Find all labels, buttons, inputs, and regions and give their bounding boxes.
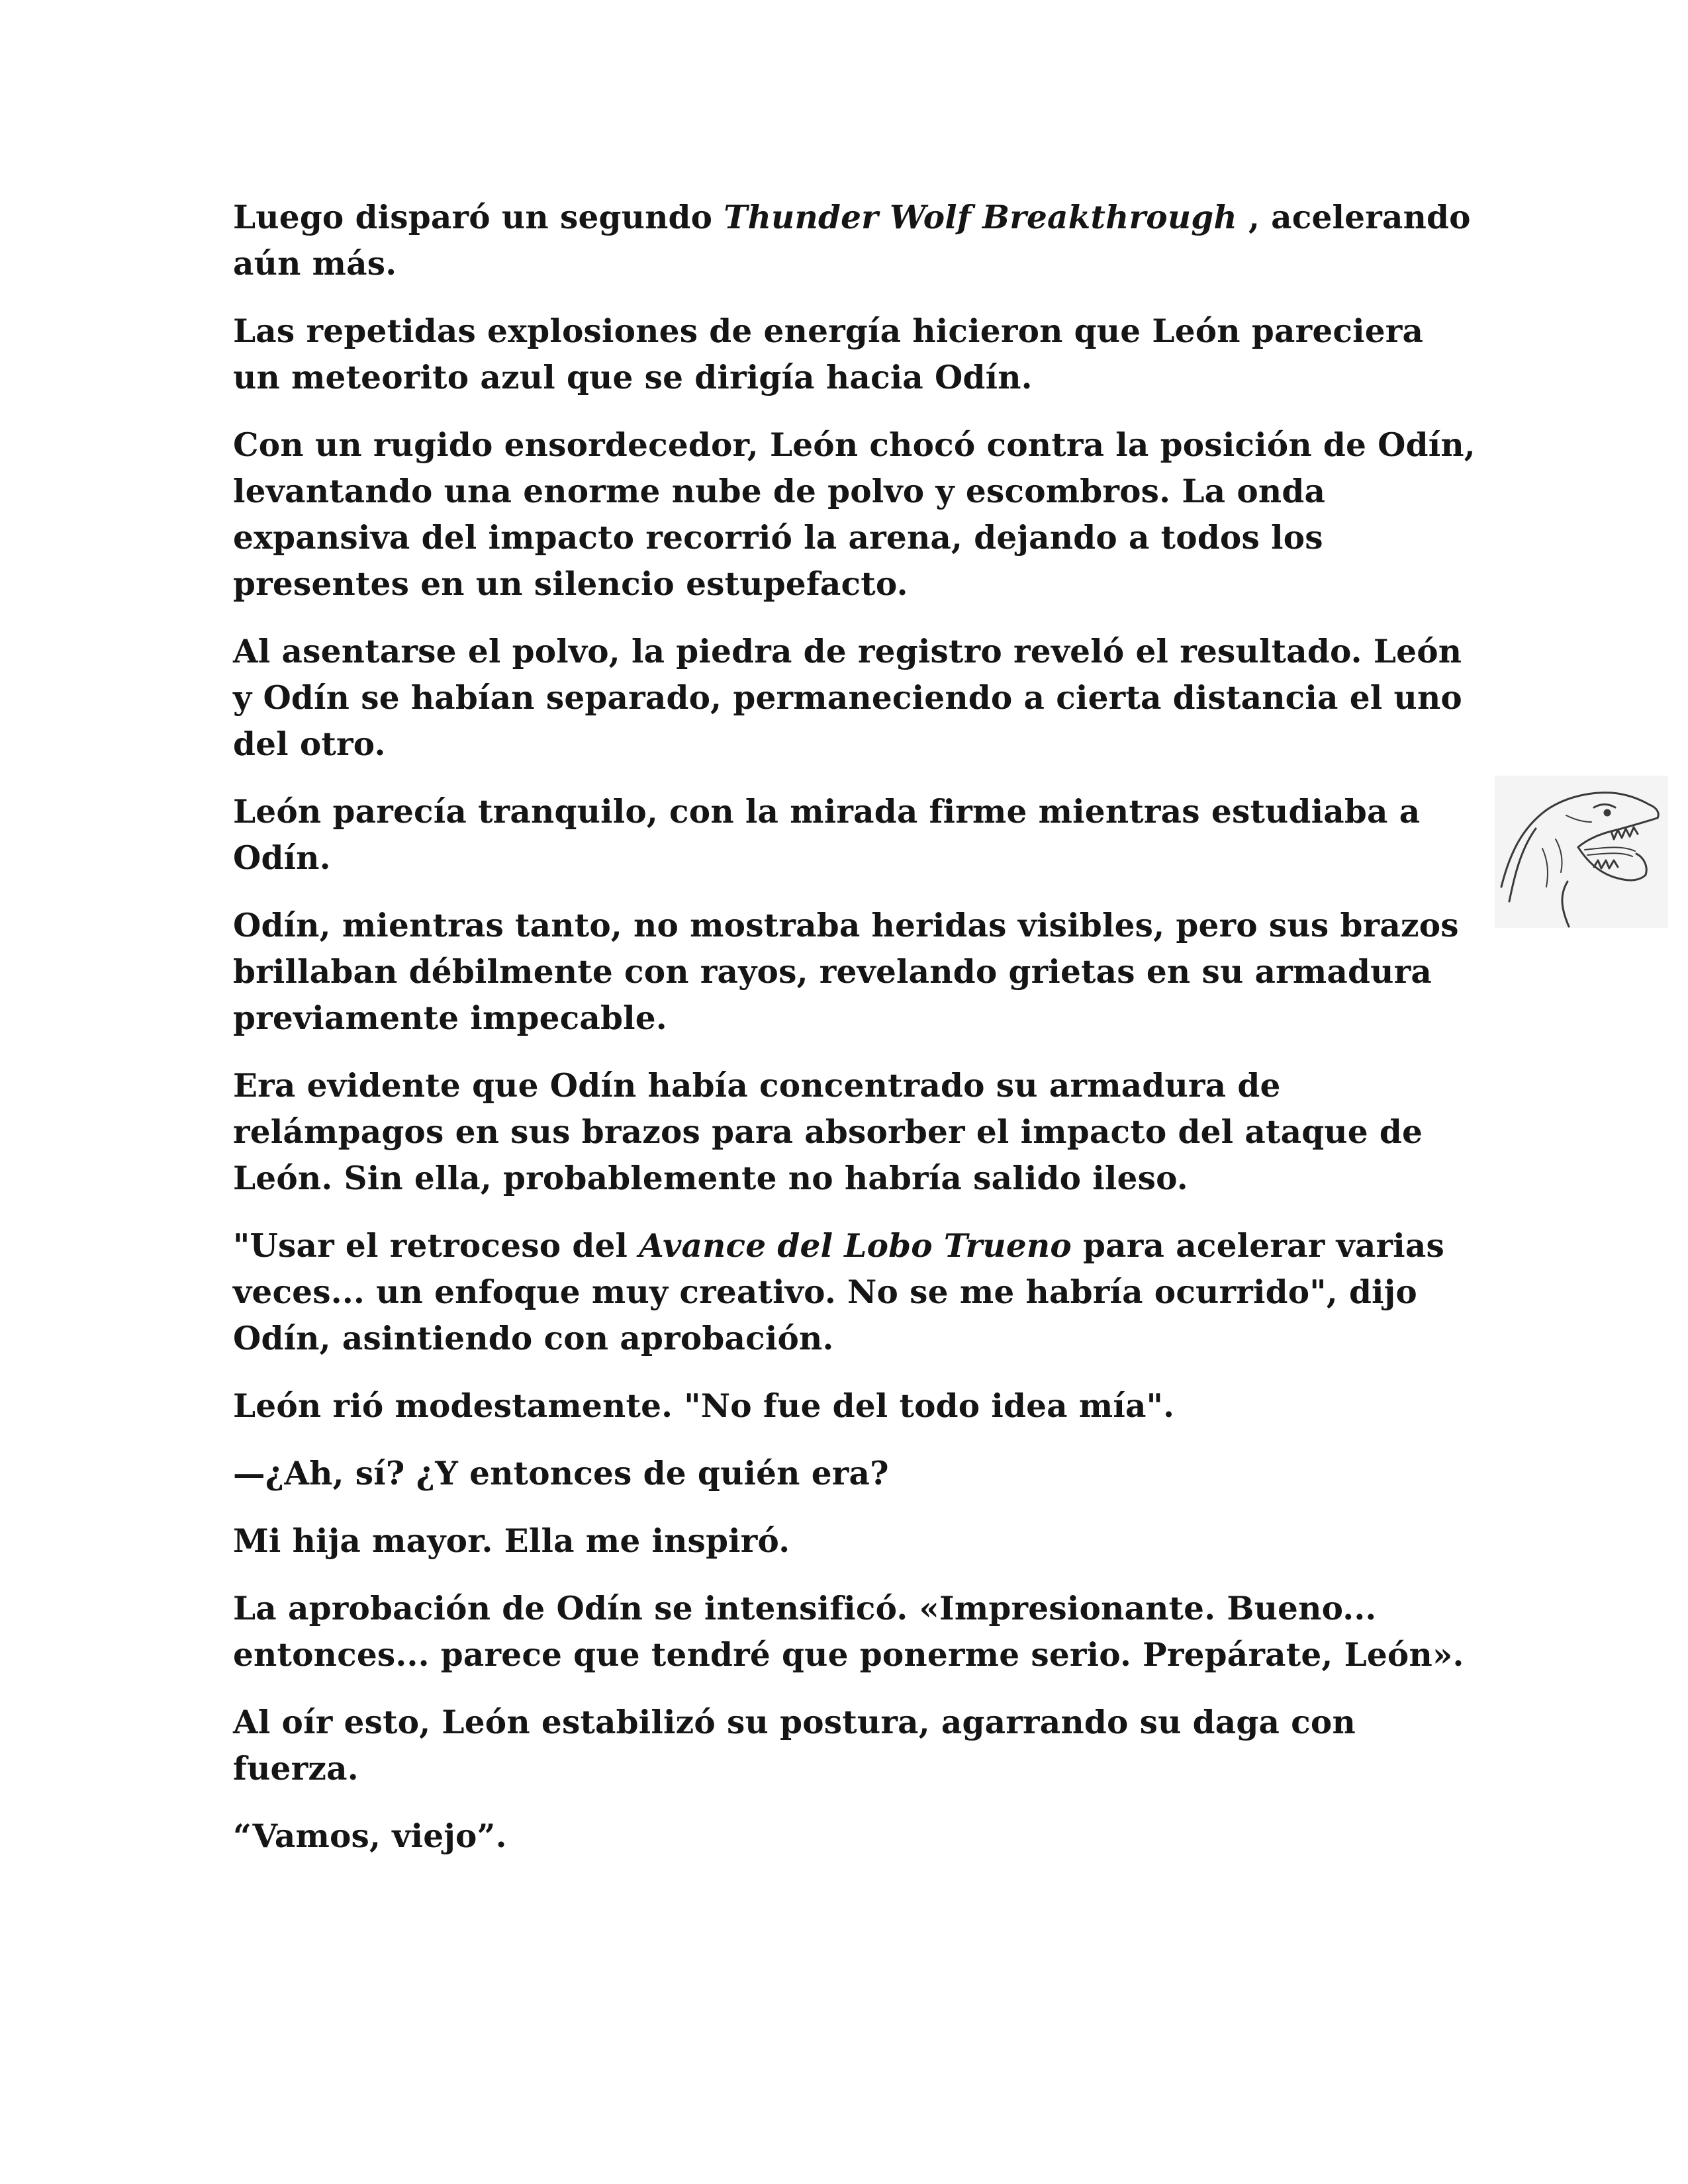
text-segment: Mi hija mayor. Ella me inspiró. bbox=[233, 1522, 790, 1560]
paragraph bbox=[233, 1383, 1477, 1430]
text-segment: Con un rugido ensordecedor, León chocó contra la posición de Odín, levantando una enorme nube de polvo y escombros. La onda expansiva del impacto recorrió la arena, dejando a todos los presentes en un silencio estupefacto. bbox=[233, 426, 1476, 603]
text-segment: —¿Ah, sí? ¿Y entonces de quién era? bbox=[233, 1455, 889, 1492]
paragraph bbox=[233, 422, 1477, 608]
paragraph bbox=[233, 1063, 1477, 1202]
paragraph bbox=[233, 629, 1477, 768]
text-segment: Era evidente que Odín había concentrado su armadura de relámpagos en sus brazos para absorber el impacto del ataque de León. Sin ella, probablemente no habría salido ileso. bbox=[233, 1067, 1423, 1197]
text-segment: Las repetidas explosiones de energía hicieron que León pareciera un meteorito azul que se dirigía hacia Odín. bbox=[233, 312, 1424, 396]
paragraph bbox=[233, 1700, 1477, 1792]
paragraph bbox=[233, 1223, 1477, 1362]
text-segment: para acelerar varias veces... un enfoque muy creativo. No se me habría ocurrido", dijo Odín, asintiendo con aprobación. bbox=[233, 1227, 1445, 1357]
paragraph bbox=[233, 1451, 1477, 1497]
italic-text-segment: Thunder Wolf Breakthrough bbox=[724, 199, 1237, 236]
text-segment: Odín, mientras tanto, no mostraba heridas visibles, pero sus brazos brillaban débilmente con rayos, revelando grietas en su armadura previamente impecable. bbox=[233, 907, 1459, 1037]
text-segment: "Usar el retroceso del bbox=[233, 1227, 639, 1265]
text-segment: “Vamos, viejo”. bbox=[233, 1817, 507, 1855]
text-segment: Al asentarse el polvo, la piedra de registro reveló el resultado. León y Odín se habían separado, permaneciendo a cierta distancia el uno del otro. bbox=[233, 633, 1462, 763]
text-segment: , acelerando aún más. bbox=[233, 199, 1471, 283]
text-segment: Al oír esto, León estabilizó su postura, agarrando su daga con fuerza. bbox=[233, 1704, 1356, 1788]
paragraph bbox=[233, 308, 1477, 401]
body-text bbox=[233, 195, 1477, 1881]
dinosaur-head-sketch-icon bbox=[1495, 776, 1668, 928]
text-segment: León rió modestamente. "No fue del todo idea mía". bbox=[233, 1387, 1175, 1425]
text-segment: Luego disparó un segundo bbox=[233, 199, 724, 236]
text-segment: León parecía tranquilo, con la mirada firme mientras estudiaba a Odín. bbox=[233, 793, 1421, 877]
paragraph bbox=[233, 195, 1477, 287]
paragraph bbox=[233, 1586, 1477, 1678]
italic-text-segment: Avance del Lobo Trueno bbox=[639, 1227, 1072, 1265]
paragraph bbox=[233, 1813, 1477, 1860]
paragraph bbox=[233, 903, 1477, 1042]
paragraph bbox=[233, 789, 1477, 882]
text-segment: La aprobación de Odín se intensificó. «Impresionante. Bueno... entonces... parece que tendré que ponerme serio. Prepárate, León». bbox=[233, 1590, 1464, 1674]
paragraph bbox=[233, 1518, 1477, 1565]
